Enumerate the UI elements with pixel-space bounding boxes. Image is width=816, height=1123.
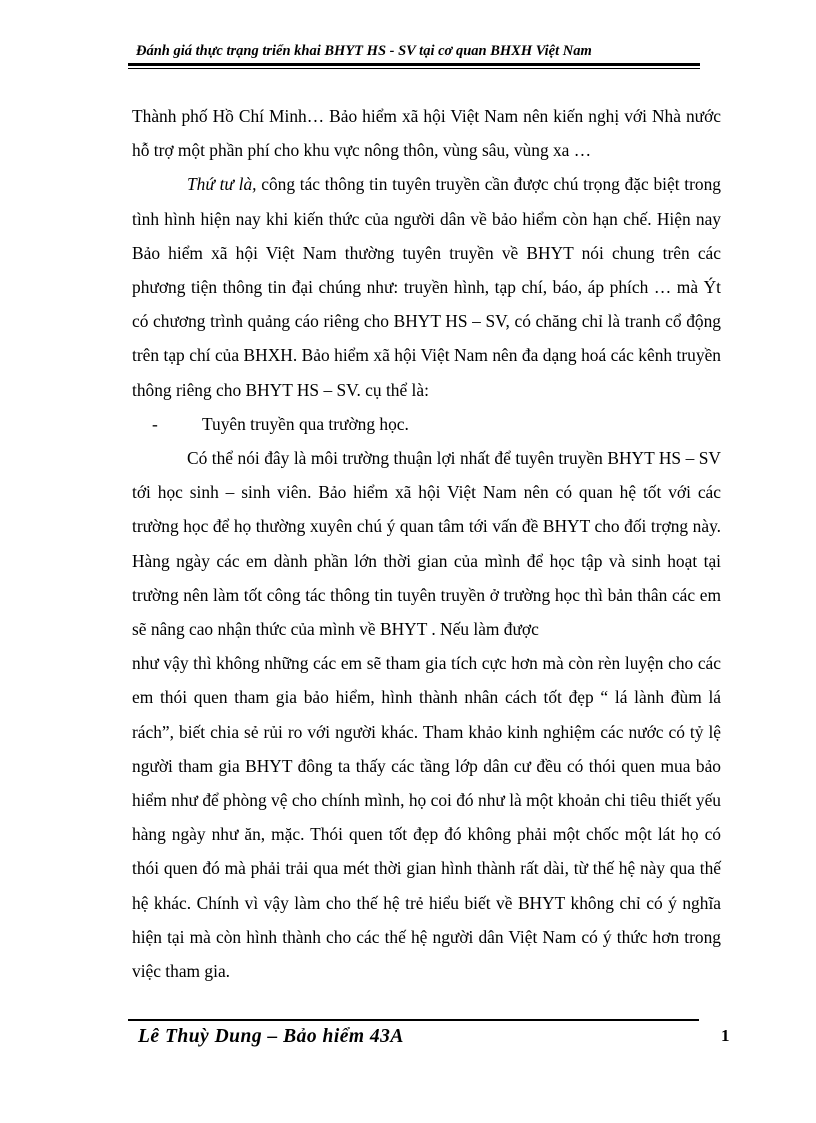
page-header bbox=[128, 43, 700, 69]
footer-author: Lê Thuỳ Dung – Bảo hiểm 43A bbox=[138, 1026, 404, 1047]
header-title: Đánh giá thực trạng triển khai BHYT HS - SV tại cơ quan BHXH Việt Nam bbox=[136, 43, 592, 59]
bullet-item bbox=[132, 407, 721, 441]
paragraph-2-lead: Thứ tư là, bbox=[187, 174, 257, 195]
bullet-text: Tuyên truyền qua trường học. bbox=[202, 413, 409, 434]
paragraph-2-text: công tác thông tin tuyên truyền cần được chú trọng đặc biệt trong tình hình hiện nay khi kiến thức của người dân về bảo hiểm còn hạn chế. Hiện nay Bảo hiểm xã hội Việt Nam thường tuyên truyền về BHYT nói chung trên các phương tiện thông tin đại chúng như: truyền hình, tạp chí, báo, áp phích … mà Ýt có chương trình quảng cáo riêng cho BHYT HS – SV, có chăng chỉ là tranh cổ động trên tạp chí của BHXH. Bảo hiểm xã hội Việt Nam nên đa dạng hoá các kênh truyền thông riêng cho BHYT HS – SV. cụ thể là: bbox=[132, 174, 721, 400]
document-body bbox=[132, 99, 721, 988]
paragraph-2 bbox=[132, 167, 721, 406]
paragraph-3: Có thể nói đây là môi trường thuận lợi nhất để tuyên truyền BHYT HS – SV tới học sinh – sinh viên. Bảo hiểm xã hội Việt Nam nên có quan hệ tốt với các trường học để họ thường xuyên chú ý quan tâm tới vấn đề BHYT cho đối trợng này. Hàng ngày các em dành phần lớn thời gian của mình để học tập và sinh hoạt tại trường nên làm tốt công tác thông tin tuyên truyền ở trường học thì bản thân các em sẽ nâng cao nhận thức của mình về BHYT . Nếu làm được bbox=[132, 448, 721, 640]
paragraph-4: như vậy thì không những các em sẽ tham gia tích cực hơn mà còn rèn luyện cho các em thói quen tham gia bảo hiểm, hình thành nhân cách tốt đẹp “ lá lành đùm lá rách”, biết chia sẻ rủi ro với người khác. Tham khảo kinh nghiệm các nước có tỷ lệ người tham gia BHYT đông ta thấy các tầng lớp dân cư đều có thói quen mua bảo hiểm như để phòng vệ cho chính mình, họ coi đó như là một khoản chi tiêu thiết yếu hàng ngày như ăn, mặc. Thói quen tốt đẹp đó không phải một chốc một lát họ có thói quen đó mà phải trải qua mét thời gian hình thành rất dài, từ thế hệ này qua thế hệ khác. Chính vì vậy làm cho thế hệ trẻ hiểu biết về BHYT không chỉ có ý nghĩa hiện tại mà còn hình thành cho các thế hệ người dân Việt Nam có ý thức hơn trong việc tham gia. bbox=[132, 653, 721, 982]
footer-rule bbox=[128, 1019, 699, 1021]
page-number: 1 bbox=[721, 1026, 730, 1045]
header-rule-thick bbox=[128, 63, 700, 66]
header-rule-thin bbox=[128, 68, 700, 69]
paragraph-1: Thành phố Hồ Chí Minh… Bảo hiểm xã hội Việt Nam nên kiến nghị với Nhà nước hỗ trợ một phần phí cho khu vực nông thôn, vùng sâu, vùng xa … bbox=[132, 106, 721, 161]
bullet-dash: - bbox=[152, 413, 158, 434]
